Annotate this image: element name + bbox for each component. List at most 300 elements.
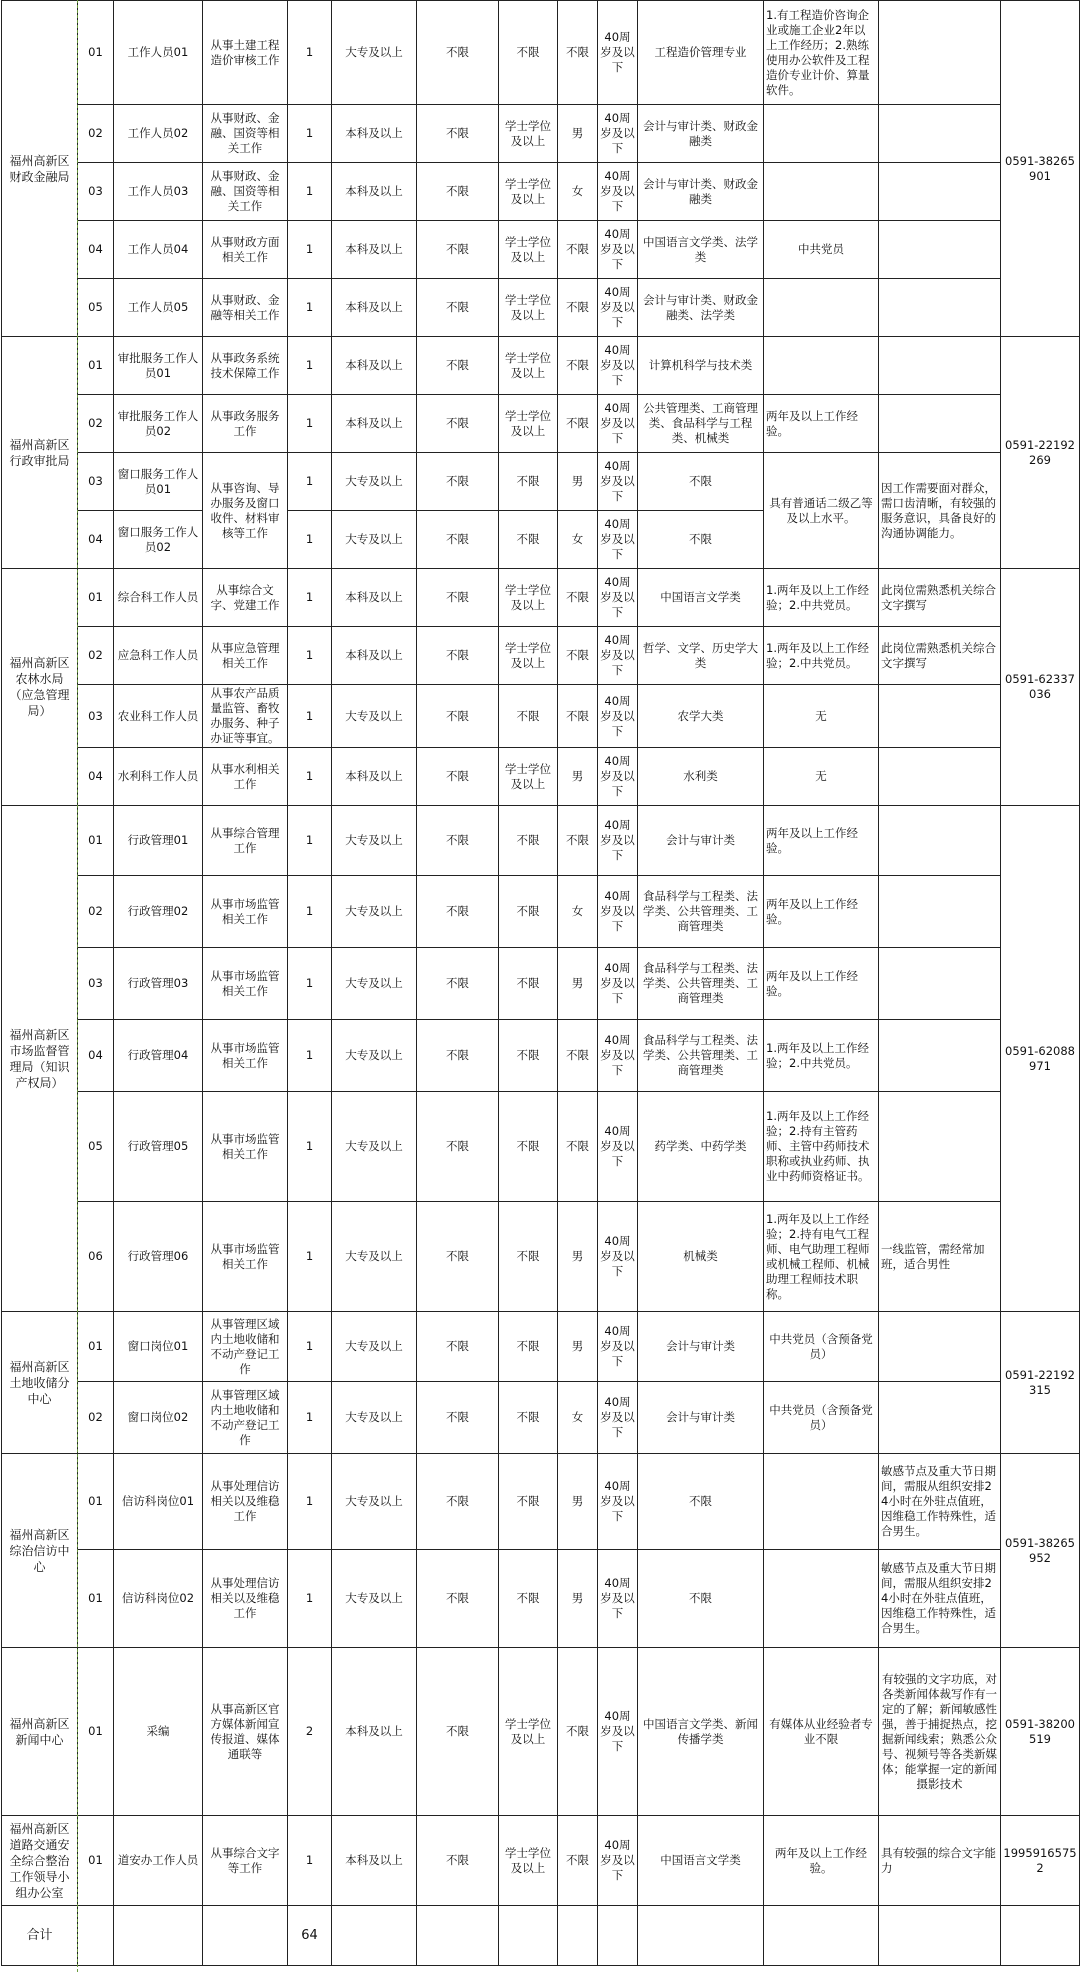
post-count: 1 bbox=[288, 279, 332, 337]
post-count: 1 bbox=[288, 163, 332, 221]
post-duty: 从事综合文字、党建工作 bbox=[203, 569, 288, 627]
other-requirements: 两年及以上工作经验。 bbox=[764, 806, 879, 876]
post-duty: 从事管理区域内土地收储和不动产登记工作 bbox=[203, 1382, 288, 1454]
major: 药学类、中药学类 bbox=[638, 1092, 764, 1202]
major: 会计与审计类、财政金融类 bbox=[638, 105, 764, 163]
post-duty: 从事政务系统技术保障工作 bbox=[203, 337, 288, 395]
major-level: 不限 bbox=[417, 806, 499, 876]
post-name: 采编 bbox=[114, 1648, 203, 1816]
age-limit: 40周岁及以下 bbox=[598, 395, 638, 453]
dept-cell: 福州高新区道路交通安全综合整治工作领导小组办公室 bbox=[2, 1816, 78, 1906]
post-no: 02 bbox=[78, 105, 114, 163]
gender: 男 bbox=[558, 1454, 598, 1550]
empty-cell bbox=[1001, 1906, 1080, 1966]
post-name: 行政管理02 bbox=[114, 876, 203, 948]
dept-cell: 福州高新区土地收储分中心 bbox=[2, 1312, 78, 1454]
degree: 不限 bbox=[499, 1, 558, 105]
major: 中国语言文学类、新闻传播学类 bbox=[638, 1648, 764, 1816]
other-requirements: 两年及以上工作经验。 bbox=[764, 395, 879, 453]
remarks bbox=[879, 1020, 1001, 1092]
major-level: 不限 bbox=[417, 1648, 499, 1816]
degree: 不限 bbox=[499, 876, 558, 948]
post-duty: 从事财政、金融、国资等相关工作 bbox=[203, 163, 288, 221]
contact-phone: 0591-22192269 bbox=[1001, 337, 1080, 569]
major: 食品科学与工程类、法学类、公共管理类、工商管理类 bbox=[638, 876, 764, 948]
education: 大专及以上 bbox=[332, 876, 417, 948]
dept-cell: 福州高新区行政审批局 bbox=[2, 337, 78, 569]
age-limit: 40周岁及以下 bbox=[598, 337, 638, 395]
other-requirements bbox=[764, 1550, 879, 1648]
post-no: 06 bbox=[78, 1202, 114, 1312]
other-requirements: 中共党员（含预备党员） bbox=[764, 1382, 879, 1454]
post-count: 1 bbox=[288, 876, 332, 948]
major: 计算机科学与技术类 bbox=[638, 337, 764, 395]
age-limit: 40周岁及以下 bbox=[598, 105, 638, 163]
post-name: 工作人员05 bbox=[114, 279, 203, 337]
age-limit: 40周岁及以下 bbox=[598, 948, 638, 1020]
major: 不限 bbox=[638, 511, 764, 569]
post-no: 02 bbox=[78, 876, 114, 948]
major-level: 不限 bbox=[417, 1202, 499, 1312]
post-count: 1 bbox=[288, 1020, 332, 1092]
education: 大专及以上 bbox=[332, 1202, 417, 1312]
post-no: 01 bbox=[78, 337, 114, 395]
other-requirements: 1.两年及以上工作经验；2.中共党员。 bbox=[764, 627, 879, 685]
gender: 男 bbox=[558, 1550, 598, 1648]
major-level: 不限 bbox=[417, 105, 499, 163]
post-duty: 从事财政方面相关工作 bbox=[203, 221, 288, 279]
other-requirements bbox=[764, 163, 879, 221]
degree: 不限 bbox=[499, 453, 558, 511]
contact-phone: 0591-62088971 bbox=[1001, 806, 1080, 1312]
post-duty: 从事财政、金融、国资等相关工作 bbox=[203, 105, 288, 163]
degree: 不限 bbox=[499, 948, 558, 1020]
post-name: 综合科工作人员 bbox=[114, 569, 203, 627]
remarks bbox=[879, 163, 1001, 221]
post-no: 01 bbox=[78, 1454, 114, 1550]
education: 大专及以上 bbox=[332, 1092, 417, 1202]
degree: 不限 bbox=[499, 1454, 558, 1550]
post-name: 道安办工作人员 bbox=[114, 1816, 203, 1906]
degree: 学士学位及以上 bbox=[499, 279, 558, 337]
dept-cell: 福州高新区农林水局（应急管理局） bbox=[2, 569, 78, 806]
post-no: 01 bbox=[78, 1, 114, 105]
post-no: 04 bbox=[78, 1020, 114, 1092]
post-name: 工作人员03 bbox=[114, 163, 203, 221]
post-name: 农业科工作人员 bbox=[114, 685, 203, 748]
age-limit: 40周岁及以下 bbox=[598, 1816, 638, 1906]
post-no: 03 bbox=[78, 948, 114, 1020]
age-limit: 40周岁及以下 bbox=[598, 453, 638, 511]
age-limit: 40周岁及以下 bbox=[598, 627, 638, 685]
post-count: 1 bbox=[288, 685, 332, 748]
major: 机械类 bbox=[638, 1202, 764, 1312]
education: 大专及以上 bbox=[332, 806, 417, 876]
post-name: 工作人员01 bbox=[114, 1, 203, 105]
contact-phone: 0591-38265901 bbox=[1001, 1, 1080, 337]
major-level: 不限 bbox=[417, 279, 499, 337]
gender: 不限 bbox=[558, 1648, 598, 1816]
remarks: 敏感节点及重大节日期间，需服从组织安排24小时在外驻点值班，因维稳工作特殊性，适合男生。 bbox=[879, 1454, 1001, 1550]
remarks bbox=[879, 1, 1001, 105]
age-limit: 40周岁及以下 bbox=[598, 163, 638, 221]
post-duty: 从事市场监管相关工作 bbox=[203, 948, 288, 1020]
major-level: 不限 bbox=[417, 511, 499, 569]
other-requirements: 两年及以上工作经验。 bbox=[764, 1816, 879, 1906]
other-requirements: 两年及以上工作经验。 bbox=[764, 948, 879, 1020]
age-limit: 40周岁及以下 bbox=[598, 569, 638, 627]
degree: 不限 bbox=[499, 1092, 558, 1202]
major: 工程造价管理专业 bbox=[638, 1, 764, 105]
contact-phone: 0591-38265952 bbox=[1001, 1454, 1080, 1648]
gender: 不限 bbox=[558, 395, 598, 453]
other-requirements: 1.两年及以上工作经验；2.持有电气工程师、电气助理工程师或机械工程师、机械助理工程师技术职称。 bbox=[764, 1202, 879, 1312]
other-requirements: 中共党员（含预备党员） bbox=[764, 1312, 879, 1382]
education: 本科及以上 bbox=[332, 627, 417, 685]
post-count: 1 bbox=[288, 1, 332, 105]
remarks: 具有较强的综合文字能力 bbox=[879, 1816, 1001, 1906]
dept-cell: 福州高新区新闻中心 bbox=[2, 1648, 78, 1816]
post-name: 行政管理05 bbox=[114, 1092, 203, 1202]
post-count: 1 bbox=[288, 221, 332, 279]
degree: 不限 bbox=[499, 685, 558, 748]
degree: 学士学位及以上 bbox=[499, 1816, 558, 1906]
degree: 学士学位及以上 bbox=[499, 569, 558, 627]
post-duty: 从事咨询、导办服务及窗口收件、材料审核等工作 bbox=[203, 453, 288, 569]
contact-phone: 19959165752 bbox=[1001, 1816, 1080, 1906]
post-count: 1 bbox=[288, 511, 332, 569]
major-level: 不限 bbox=[417, 1020, 499, 1092]
post-count: 1 bbox=[288, 105, 332, 163]
post-count: 1 bbox=[288, 569, 332, 627]
column-divider-line bbox=[77, 0, 78, 1972]
degree: 不限 bbox=[499, 1020, 558, 1092]
post-duty: 从事应急管理相关工作 bbox=[203, 627, 288, 685]
age-limit: 40周岁及以下 bbox=[598, 1202, 638, 1312]
post-no: 01 bbox=[78, 1648, 114, 1816]
empty-cell bbox=[417, 1906, 499, 1966]
major: 会计与审计类 bbox=[638, 1312, 764, 1382]
education: 本科及以上 bbox=[332, 221, 417, 279]
education: 本科及以上 bbox=[332, 279, 417, 337]
education: 大专及以上 bbox=[332, 1550, 417, 1648]
degree: 学士学位及以上 bbox=[499, 163, 558, 221]
remarks bbox=[879, 685, 1001, 748]
dept-cell: 福州高新区市场监督管理局（知识产权局） bbox=[2, 806, 78, 1312]
empty-cell bbox=[499, 1906, 558, 1966]
major: 食品科学与工程类、法学类、公共管理类、工商管理类 bbox=[638, 1020, 764, 1092]
major-level: 不限 bbox=[417, 221, 499, 279]
empty-cell bbox=[114, 1906, 203, 1966]
age-limit: 40周岁及以下 bbox=[598, 1092, 638, 1202]
empty-cell bbox=[879, 1906, 1001, 1966]
post-count: 1 bbox=[288, 948, 332, 1020]
major: 水利类 bbox=[638, 748, 764, 806]
education: 大专及以上 bbox=[332, 1454, 417, 1550]
education: 本科及以上 bbox=[332, 1816, 417, 1906]
remarks: 敏感节点及重大节日期间，需服从组织安排24小时在外驻点值班，因维稳工作特殊性，适合男生。 bbox=[879, 1550, 1001, 1648]
post-count: 1 bbox=[288, 1092, 332, 1202]
major-level: 不限 bbox=[417, 395, 499, 453]
gender: 不限 bbox=[558, 806, 598, 876]
education: 大专及以上 bbox=[332, 948, 417, 1020]
major-level: 不限 bbox=[417, 163, 499, 221]
dept-cell: 福州高新区财政金融局 bbox=[2, 1, 78, 337]
post-name: 行政管理04 bbox=[114, 1020, 203, 1092]
remarks bbox=[879, 948, 1001, 1020]
age-limit: 40周岁及以下 bbox=[598, 221, 638, 279]
other-requirements: 两年及以上工作经验。 bbox=[764, 876, 879, 948]
empty-cell bbox=[332, 1906, 417, 1966]
other-requirements: 1.有工程造价咨询企业或施工企业2年以上工作经历；2.熟练使用办公软件及工程造价专业计价、算量软件。 bbox=[764, 1, 879, 105]
post-duty: 从事水利相关工作 bbox=[203, 748, 288, 806]
empty-cell bbox=[638, 1906, 764, 1966]
education: 大专及以上 bbox=[332, 1312, 417, 1382]
degree: 学士学位及以上 bbox=[499, 337, 558, 395]
post-duty: 从事农产品质量监管、畜牧办服务、种子办证等事宜。 bbox=[203, 685, 288, 748]
education: 本科及以上 bbox=[332, 337, 417, 395]
major: 公共管理类、工商管理类、食品科学与工程类、机械类 bbox=[638, 395, 764, 453]
major-level: 不限 bbox=[417, 627, 499, 685]
major-level: 不限 bbox=[417, 1092, 499, 1202]
other-requirements: 具有普通话二级乙等及以上水平。 bbox=[764, 453, 879, 569]
degree: 学士学位及以上 bbox=[499, 221, 558, 279]
post-count: 1 bbox=[288, 748, 332, 806]
remarks bbox=[879, 748, 1001, 806]
gender: 女 bbox=[558, 1382, 598, 1454]
post-duty: 从事处理信访相关以及维稳工作 bbox=[203, 1454, 288, 1550]
major: 不限 bbox=[638, 453, 764, 511]
post-name: 窗口服务工作人员02 bbox=[114, 511, 203, 569]
post-no: 01 bbox=[78, 806, 114, 876]
contact-phone: 0591-22192315 bbox=[1001, 1312, 1080, 1454]
post-count: 1 bbox=[288, 1816, 332, 1906]
gender: 男 bbox=[558, 948, 598, 1020]
post-name: 水利科工作人员 bbox=[114, 748, 203, 806]
post-no: 03 bbox=[78, 163, 114, 221]
degree: 学士学位及以上 bbox=[499, 395, 558, 453]
post-count: 1 bbox=[288, 1550, 332, 1648]
post-no: 01 bbox=[78, 569, 114, 627]
remarks bbox=[879, 1312, 1001, 1382]
post-no: 02 bbox=[78, 627, 114, 685]
post-no: 01 bbox=[78, 1312, 114, 1382]
other-requirements: 无 bbox=[764, 748, 879, 806]
age-limit: 40周岁及以下 bbox=[598, 279, 638, 337]
major-level: 不限 bbox=[417, 453, 499, 511]
major: 中国语言文学类、法学类 bbox=[638, 221, 764, 279]
education: 大专及以上 bbox=[332, 1, 417, 105]
post-name: 审批服务工作人员01 bbox=[114, 337, 203, 395]
other-requirements: 1.两年及以上工作经验；2.中共党员。 bbox=[764, 569, 879, 627]
post-count: 1 bbox=[288, 1382, 332, 1454]
post-name: 工作人员04 bbox=[114, 221, 203, 279]
education: 大专及以上 bbox=[332, 511, 417, 569]
empty-cell bbox=[558, 1906, 598, 1966]
major-level: 不限 bbox=[417, 1454, 499, 1550]
age-limit: 40周岁及以下 bbox=[598, 685, 638, 748]
major-level: 不限 bbox=[417, 948, 499, 1020]
empty-cell bbox=[598, 1906, 638, 1966]
degree: 不限 bbox=[499, 806, 558, 876]
degree: 不限 bbox=[499, 1382, 558, 1454]
other-requirements: 无 bbox=[764, 685, 879, 748]
total-label: 合计 bbox=[2, 1906, 78, 1966]
education: 本科及以上 bbox=[332, 105, 417, 163]
age-limit: 40周岁及以下 bbox=[598, 1550, 638, 1648]
degree: 学士学位及以上 bbox=[499, 748, 558, 806]
age-limit: 40周岁及以下 bbox=[598, 1, 638, 105]
post-no: 05 bbox=[78, 1092, 114, 1202]
education: 本科及以上 bbox=[332, 748, 417, 806]
post-name: 应急科工作人员 bbox=[114, 627, 203, 685]
gender: 不限 bbox=[558, 685, 598, 748]
post-name: 信访科岗位02 bbox=[114, 1550, 203, 1648]
other-requirements bbox=[764, 337, 879, 395]
major: 中国语言文学类 bbox=[638, 1816, 764, 1906]
gender: 不限 bbox=[558, 221, 598, 279]
post-name: 审批服务工作人员02 bbox=[114, 395, 203, 453]
age-limit: 40周岁及以下 bbox=[598, 806, 638, 876]
post-count: 1 bbox=[288, 627, 332, 685]
post-no: 04 bbox=[78, 221, 114, 279]
post-name: 窗口服务工作人员01 bbox=[114, 453, 203, 511]
other-requirements: 1.两年及以上工作经验；2.中共党员。 bbox=[764, 1020, 879, 1092]
post-name: 行政管理01 bbox=[114, 806, 203, 876]
remarks bbox=[879, 876, 1001, 948]
remarks bbox=[879, 337, 1001, 395]
remarks bbox=[879, 105, 1001, 163]
post-duty: 从事管理区域内土地收储和不动产登记工作 bbox=[203, 1312, 288, 1382]
gender: 男 bbox=[558, 748, 598, 806]
degree: 不限 bbox=[499, 1202, 558, 1312]
empty-cell bbox=[78, 1906, 114, 1966]
post-duty: 从事市场监管相关工作 bbox=[203, 1020, 288, 1092]
degree: 学士学位及以上 bbox=[499, 627, 558, 685]
major-level: 不限 bbox=[417, 1, 499, 105]
post-duty: 从事市场监管相关工作 bbox=[203, 1092, 288, 1202]
major: 中国语言文学类 bbox=[638, 569, 764, 627]
major: 农学大类 bbox=[638, 685, 764, 748]
remarks bbox=[879, 221, 1001, 279]
degree: 学士学位及以上 bbox=[499, 1648, 558, 1816]
education: 大专及以上 bbox=[332, 685, 417, 748]
gender: 不限 bbox=[558, 569, 598, 627]
age-limit: 40周岁及以下 bbox=[598, 1312, 638, 1382]
post-no: 04 bbox=[78, 511, 114, 569]
education: 本科及以上 bbox=[332, 163, 417, 221]
post-duty: 从事综合管理工作 bbox=[203, 806, 288, 876]
age-limit: 40周岁及以下 bbox=[598, 876, 638, 948]
other-requirements: 中共党员 bbox=[764, 221, 879, 279]
remarks: 此岗位需熟悉机关综合文字撰写 bbox=[879, 627, 1001, 685]
total-count: 64 bbox=[288, 1906, 332, 1966]
empty-cell bbox=[203, 1906, 288, 1966]
major-level: 不限 bbox=[417, 1312, 499, 1382]
post-duty: 从事政务服务工作 bbox=[203, 395, 288, 453]
major: 会计与审计类、财政金融类 bbox=[638, 163, 764, 221]
degree: 学士学位及以上 bbox=[499, 105, 558, 163]
major: 不限 bbox=[638, 1550, 764, 1648]
post-count: 1 bbox=[288, 453, 332, 511]
age-limit: 40周岁及以下 bbox=[598, 511, 638, 569]
degree: 不限 bbox=[499, 511, 558, 569]
post-count: 1 bbox=[288, 806, 332, 876]
gender: 不限 bbox=[558, 627, 598, 685]
remarks: 因工作需要面对群众，需口齿清晰，有较强的服务意识，具备良好的沟通协调能力。 bbox=[879, 453, 1001, 569]
major: 会计与审计类 bbox=[638, 1382, 764, 1454]
gender: 男 bbox=[558, 453, 598, 511]
remarks bbox=[879, 279, 1001, 337]
major: 会计与审计类、财政金融类、法学类 bbox=[638, 279, 764, 337]
post-name: 行政管理03 bbox=[114, 948, 203, 1020]
major: 哲学、文学、历史学大类 bbox=[638, 627, 764, 685]
post-count: 1 bbox=[288, 1312, 332, 1382]
degree: 不限 bbox=[499, 1312, 558, 1382]
post-duty: 从事综合文字等工作 bbox=[203, 1816, 288, 1906]
major-level: 不限 bbox=[417, 876, 499, 948]
gender: 不限 bbox=[558, 1020, 598, 1092]
education: 大专及以上 bbox=[332, 1382, 417, 1454]
other-requirements: 1.两年及以上工作经验；2.持有主管药师、主管中药师技术职称或执业药师、执业中药师资格证书。 bbox=[764, 1092, 879, 1202]
age-limit: 40周岁及以下 bbox=[598, 1454, 638, 1550]
major-level: 不限 bbox=[417, 1382, 499, 1454]
post-count: 2 bbox=[288, 1648, 332, 1816]
gender: 女 bbox=[558, 511, 598, 569]
post-name: 窗口岗位02 bbox=[114, 1382, 203, 1454]
remarks bbox=[879, 395, 1001, 453]
post-no: 04 bbox=[78, 748, 114, 806]
post-no: 03 bbox=[78, 453, 114, 511]
age-limit: 40周岁及以下 bbox=[598, 1382, 638, 1454]
gender: 不限 bbox=[558, 1816, 598, 1906]
major: 食品科学与工程类、法学类、公共管理类、工商管理类 bbox=[638, 948, 764, 1020]
empty-cell bbox=[764, 1906, 879, 1966]
major-level: 不限 bbox=[417, 1550, 499, 1648]
remarks bbox=[879, 1382, 1001, 1454]
major: 会计与审计类 bbox=[638, 806, 764, 876]
other-requirements bbox=[764, 105, 879, 163]
education: 大专及以上 bbox=[332, 453, 417, 511]
post-no: 05 bbox=[78, 279, 114, 337]
post-count: 1 bbox=[288, 337, 332, 395]
post-name: 信访科岗位01 bbox=[114, 1454, 203, 1550]
education: 本科及以上 bbox=[332, 1648, 417, 1816]
age-limit: 40周岁及以下 bbox=[598, 1020, 638, 1092]
dept-cell: 福州高新区综治信访中心 bbox=[2, 1454, 78, 1648]
age-limit: 40周岁及以下 bbox=[598, 748, 638, 806]
post-duty: 从事高新区官方媒体新闻宣传报道、媒体通联等 bbox=[203, 1648, 288, 1816]
other-requirements bbox=[764, 1454, 879, 1550]
gender: 女 bbox=[558, 163, 598, 221]
education: 本科及以上 bbox=[332, 569, 417, 627]
major-level: 不限 bbox=[417, 748, 499, 806]
post-count: 1 bbox=[288, 1202, 332, 1312]
gender: 不限 bbox=[558, 279, 598, 337]
remarks: 此岗位需熟悉机关综合文字撰写 bbox=[879, 569, 1001, 627]
post-no: 03 bbox=[78, 685, 114, 748]
post-name: 工作人员02 bbox=[114, 105, 203, 163]
gender: 女 bbox=[558, 876, 598, 948]
degree: 不限 bbox=[499, 1550, 558, 1648]
post-duty: 从事财政、金融等相关工作 bbox=[203, 279, 288, 337]
post-name: 窗口岗位01 bbox=[114, 1312, 203, 1382]
education: 大专及以上 bbox=[332, 1020, 417, 1092]
remarks bbox=[879, 806, 1001, 876]
recruitment-table bbox=[1, 0, 1080, 1966]
post-no: 01 bbox=[78, 1550, 114, 1648]
post-duty: 从事市场监管相关工作 bbox=[203, 876, 288, 948]
